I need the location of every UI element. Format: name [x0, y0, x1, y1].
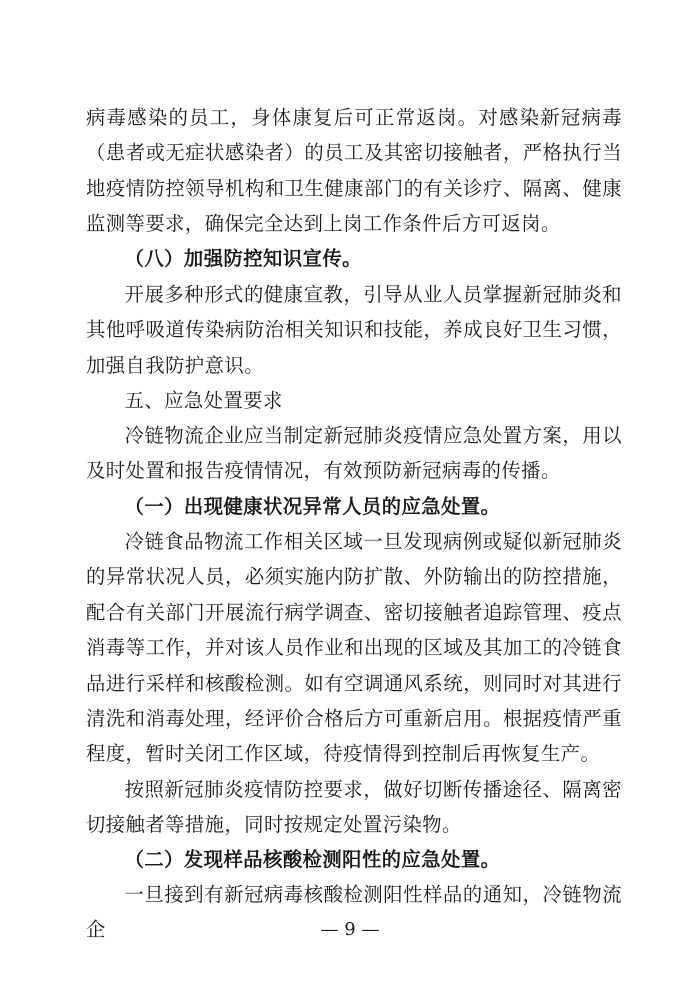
heading-part-5: 五、应急处置要求 — [124, 389, 283, 412]
paragraph-abnormal-health-measures: 冷链食品物流工作相关区域一旦发现病例或疑似新冠肺炎的异常状况人员，必须实施内防扩散、外防输出的防控措施，配合有关部门开展流行病学调查、密切接触者追踪管理、疫点消毒等工作，并对该人员作业和出现的区域及其加工的冷链食品进行采样和核酸检测。如有空调通风系统，则同时对其进行清洗和消毒处理，经评价合格后方可重新启用。根据疫情严重程度，暂时关闭工作区域，待疫情得到控制后再恢复生产。 — [86, 530, 622, 766]
paragraph-health-education: 开展多种形式的健康宣教，引导从业人员掌握新冠肺炎和其他呼吸道传染病防治相关知识和技能，养成良好卫生习惯，加强自我防护意识。 — [86, 283, 622, 377]
heading-abnormal-health: （一）出现健康状况异常人员的应急处置。 — [124, 495, 501, 518]
paragraph-positive-sample-notice: 一旦接到有新冠病毒核酸检测阳性样品的通知，冷链物流企 — [86, 883, 622, 942]
paragraph-return-to-work: 病毒感染的员工，身体康复后可正常返岗。对感染新冠病毒（患者或无症状感染者）的员工及其密切接触者，严格执行当地疫情防控领导机构和卫生健康部门的有关诊疗、隔离、健康监测等要求，确保完全达到上岗工作条件后方可返岗。 — [86, 106, 622, 236]
paragraph-emergency-plan: 冷链物流企业应当制定新冠肺炎疫情应急处置方案，用以及时处置和报告疫情情况，有效预防新冠病毒的传播。 — [86, 424, 622, 483]
heading-section-8: （八）加强防控知识宣传。 — [124, 247, 362, 270]
paragraph-transmission-control: 按照新冠肺炎疫情防控要求，做好切断传播途径、隔离密切接触者等措施，同时按规定处置污染物。 — [86, 778, 622, 837]
page-number: — 9 — — [320, 919, 380, 940]
heading-positive-sample: （二）发现样品核酸检测阳性的应急处置。 — [124, 848, 501, 871]
